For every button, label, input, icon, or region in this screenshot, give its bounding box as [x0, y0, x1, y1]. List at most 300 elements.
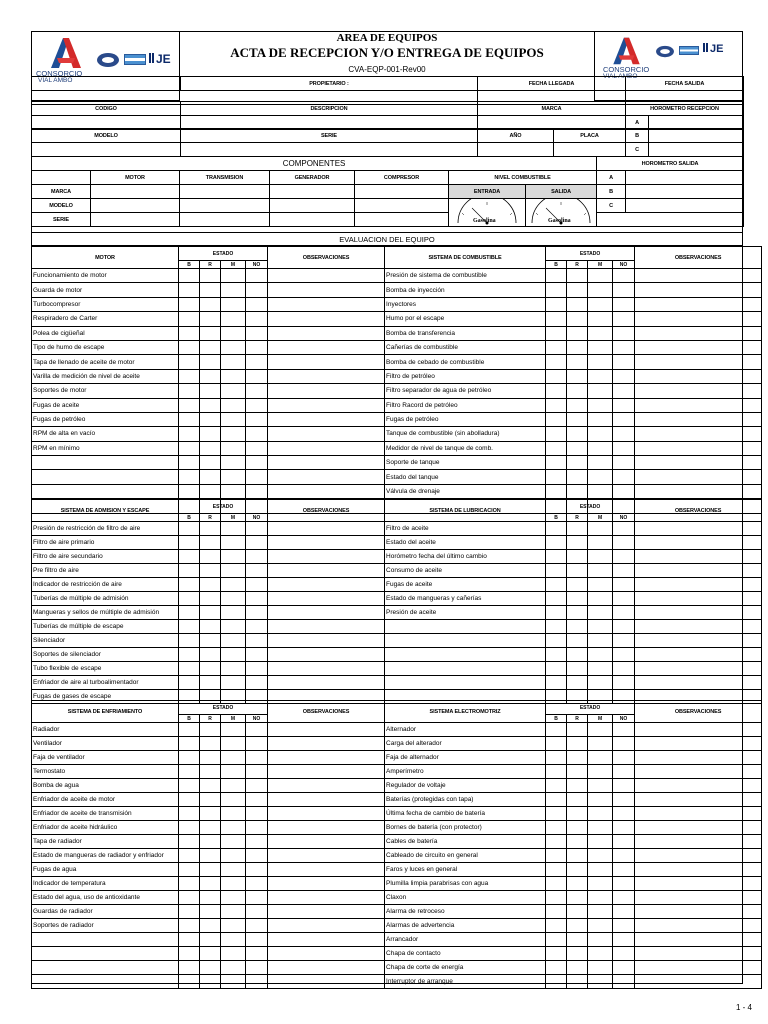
- estado-check-cell[interactable]: [246, 765, 268, 779]
- estado-check-cell[interactable]: [546, 919, 567, 933]
- estado-check-cell[interactable]: [246, 441, 268, 455]
- estado-check-cell[interactable]: [588, 297, 613, 311]
- observaciones-cell[interactable]: [268, 821, 385, 835]
- estado-check-cell[interactable]: [246, 564, 268, 578]
- estado-check-cell[interactable]: [221, 905, 246, 919]
- estado-check-cell[interactable]: [567, 863, 588, 877]
- estado-check-cell[interactable]: [200, 297, 221, 311]
- estado-check-cell[interactable]: [567, 522, 588, 536]
- horometro-b-field[interactable]: [649, 129, 744, 143]
- estado-check-cell[interactable]: [221, 550, 246, 564]
- estado-check-cell[interactable]: [613, 283, 635, 297]
- estado-check-cell[interactable]: [246, 283, 268, 297]
- estado-check-cell[interactable]: [246, 456, 268, 470]
- estado-check-cell[interactable]: [613, 751, 635, 765]
- estado-check-cell[interactable]: [546, 648, 567, 662]
- estado-check-cell[interactable]: [613, 297, 635, 311]
- estado-check-cell[interactable]: [588, 592, 613, 606]
- estado-check-cell[interactable]: [613, 484, 635, 498]
- estado-check-cell[interactable]: [246, 835, 268, 849]
- estado-check-cell[interactable]: [613, 849, 635, 863]
- estado-check-cell[interactable]: [200, 470, 221, 484]
- modelo-motor-field[interactable]: [91, 199, 180, 213]
- estado-check-cell[interactable]: [588, 975, 613, 989]
- estado-check-cell[interactable]: [546, 456, 567, 470]
- estado-check-cell[interactable]: [588, 961, 613, 975]
- observaciones-cell[interactable]: [635, 340, 762, 354]
- estado-check-cell[interactable]: [567, 369, 588, 383]
- observaciones-cell[interactable]: [268, 470, 385, 484]
- observaciones-cell[interactable]: [268, 779, 385, 793]
- estado-check-cell[interactable]: [200, 326, 221, 340]
- estado-check-cell[interactable]: [588, 849, 613, 863]
- estado-check-cell[interactable]: [200, 863, 221, 877]
- estado-check-cell[interactable]: [246, 312, 268, 326]
- observaciones-cell[interactable]: [635, 676, 762, 690]
- observaciones-cell[interactable]: [268, 662, 385, 676]
- estado-check-cell[interactable]: [613, 456, 635, 470]
- observaciones-cell[interactable]: [268, 877, 385, 891]
- estado-check-cell[interactable]: [200, 592, 221, 606]
- estado-check-cell[interactable]: [221, 863, 246, 877]
- estado-check-cell[interactable]: [246, 933, 268, 947]
- estado-check-cell[interactable]: [567, 456, 588, 470]
- estado-check-cell[interactable]: [246, 297, 268, 311]
- estado-check-cell[interactable]: [179, 369, 200, 383]
- estado-check-cell[interactable]: [200, 933, 221, 947]
- observaciones-cell[interactable]: [635, 723, 762, 737]
- observaciones-cell[interactable]: [268, 961, 385, 975]
- estado-check-cell[interactable]: [588, 522, 613, 536]
- serie-generador-field[interactable]: [270, 213, 355, 227]
- observaciones-cell[interactable]: [635, 456, 762, 470]
- estado-check-cell[interactable]: [546, 484, 567, 498]
- estado-check-cell[interactable]: [179, 793, 200, 807]
- observaciones-cell[interactable]: [268, 793, 385, 807]
- estado-check-cell[interactable]: [567, 606, 588, 620]
- estado-check-cell[interactable]: [246, 384, 268, 398]
- estado-check-cell[interactable]: [546, 905, 567, 919]
- estado-check-cell[interactable]: [246, 947, 268, 961]
- estado-check-cell[interactable]: [221, 779, 246, 793]
- estado-check-cell[interactable]: [567, 662, 588, 676]
- estado-check-cell[interactable]: [221, 662, 246, 676]
- estado-check-cell[interactable]: [567, 737, 588, 751]
- estado-check-cell[interactable]: [246, 470, 268, 484]
- estado-check-cell[interactable]: [588, 648, 613, 662]
- observaciones-cell[interactable]: [268, 891, 385, 905]
- estado-check-cell[interactable]: [567, 355, 588, 369]
- estado-check-cell[interactable]: [613, 398, 635, 412]
- estado-check-cell[interactable]: [546, 821, 567, 835]
- estado-check-cell[interactable]: [546, 441, 567, 455]
- observaciones-cell[interactable]: [635, 312, 762, 326]
- estado-check-cell[interactable]: [200, 456, 221, 470]
- estado-check-cell[interactable]: [546, 737, 567, 751]
- estado-check-cell[interactable]: [613, 779, 635, 793]
- estado-check-cell[interactable]: [567, 975, 588, 989]
- estado-check-cell[interactable]: [588, 456, 613, 470]
- estado-check-cell[interactable]: [200, 751, 221, 765]
- estado-check-cell[interactable]: [221, 634, 246, 648]
- estado-check-cell[interactable]: [567, 905, 588, 919]
- estado-check-cell[interactable]: [546, 807, 567, 821]
- estado-check-cell[interactable]: [179, 297, 200, 311]
- estado-check-cell[interactable]: [567, 441, 588, 455]
- estado-check-cell[interactable]: [200, 412, 221, 426]
- estado-check-cell[interactable]: [588, 807, 613, 821]
- estado-check-cell[interactable]: [613, 863, 635, 877]
- estado-check-cell[interactable]: [179, 484, 200, 498]
- estado-check-cell[interactable]: [179, 384, 200, 398]
- estado-check-cell[interactable]: [200, 793, 221, 807]
- estado-check-cell[interactable]: [588, 620, 613, 634]
- estado-check-cell[interactable]: [179, 456, 200, 470]
- observaciones-cell[interactable]: [268, 863, 385, 877]
- placa-field[interactable]: [554, 143, 626, 157]
- marca-motor-field[interactable]: [91, 185, 180, 199]
- estado-check-cell[interactable]: [221, 723, 246, 737]
- observaciones-cell[interactable]: [635, 751, 762, 765]
- observaciones-cell[interactable]: [635, 283, 762, 297]
- estado-check-cell[interactable]: [179, 470, 200, 484]
- estado-check-cell[interactable]: [246, 863, 268, 877]
- estado-check-cell[interactable]: [588, 369, 613, 383]
- estado-check-cell[interactable]: [613, 737, 635, 751]
- fuel-gauge-salida[interactable]: [526, 199, 597, 227]
- estado-check-cell[interactable]: [588, 340, 613, 354]
- estado-check-cell[interactable]: [179, 606, 200, 620]
- estado-check-cell[interactable]: [221, 891, 246, 905]
- estado-check-cell[interactable]: [246, 427, 268, 441]
- estado-check-cell[interactable]: [246, 723, 268, 737]
- observaciones-cell[interactable]: [268, 326, 385, 340]
- estado-check-cell[interactable]: [613, 355, 635, 369]
- estado-check-cell[interactable]: [221, 975, 246, 989]
- estado-check-cell[interactable]: [246, 484, 268, 498]
- observaciones-cell[interactable]: [268, 312, 385, 326]
- estado-check-cell[interactable]: [567, 676, 588, 690]
- observaciones-cell[interactable]: [635, 384, 762, 398]
- estado-check-cell[interactable]: [179, 269, 200, 283]
- estado-check-cell[interactable]: [613, 765, 635, 779]
- estado-check-cell[interactable]: [246, 676, 268, 690]
- estado-check-cell[interactable]: [613, 326, 635, 340]
- estado-check-cell[interactable]: [567, 326, 588, 340]
- estado-check-cell[interactable]: [546, 312, 567, 326]
- estado-check-cell[interactable]: [546, 620, 567, 634]
- estado-check-cell[interactable]: [221, 470, 246, 484]
- observaciones-cell[interactable]: [635, 326, 762, 340]
- estado-check-cell[interactable]: [179, 326, 200, 340]
- estado-check-cell[interactable]: [588, 606, 613, 620]
- estado-check-cell[interactable]: [200, 961, 221, 975]
- estado-check-cell[interactable]: [546, 412, 567, 426]
- estado-check-cell[interactable]: [200, 620, 221, 634]
- modelo-field[interactable]: [32, 143, 181, 157]
- estado-check-cell[interactable]: [613, 961, 635, 975]
- salida-b-field[interactable]: [626, 185, 744, 199]
- observaciones-cell[interactable]: [635, 578, 762, 592]
- observaciones-cell[interactable]: [635, 919, 762, 933]
- estado-check-cell[interactable]: [221, 355, 246, 369]
- observaciones-cell[interactable]: [635, 961, 762, 975]
- observaciones-cell[interactable]: [268, 849, 385, 863]
- estado-check-cell[interactable]: [200, 779, 221, 793]
- observaciones-cell[interactable]: [268, 620, 385, 634]
- estado-check-cell[interactable]: [246, 648, 268, 662]
- observaciones-cell[interactable]: [268, 427, 385, 441]
- estado-check-cell[interactable]: [200, 384, 221, 398]
- estado-check-cell[interactable]: [546, 564, 567, 578]
- estado-check-cell[interactable]: [200, 737, 221, 751]
- modelo-compresor-field[interactable]: [355, 199, 449, 213]
- horometro-c-field[interactable]: [649, 143, 744, 157]
- estado-check-cell[interactable]: [588, 737, 613, 751]
- observaciones-cell[interactable]: [635, 369, 762, 383]
- estado-check-cell[interactable]: [179, 676, 200, 690]
- estado-check-cell[interactable]: [179, 634, 200, 648]
- observaciones-cell[interactable]: [268, 648, 385, 662]
- observaciones-cell[interactable]: [268, 412, 385, 426]
- estado-check-cell[interactable]: [567, 634, 588, 648]
- estado-check-cell[interactable]: [200, 398, 221, 412]
- estado-check-cell[interactable]: [221, 947, 246, 961]
- estado-check-cell[interactable]: [588, 765, 613, 779]
- estado-check-cell[interactable]: [567, 849, 588, 863]
- marca-compresor-field[interactable]: [355, 185, 449, 199]
- observaciones-cell[interactable]: [268, 384, 385, 398]
- observaciones-cell[interactable]: [635, 779, 762, 793]
- observaciones-cell[interactable]: [268, 765, 385, 779]
- estado-check-cell[interactable]: [221, 441, 246, 455]
- serie-field[interactable]: [181, 143, 478, 157]
- estado-check-cell[interactable]: [567, 821, 588, 835]
- estado-check-cell[interactable]: [588, 441, 613, 455]
- serie-motor-field[interactable]: [91, 213, 180, 227]
- estado-check-cell[interactable]: [567, 592, 588, 606]
- observaciones-cell[interactable]: [268, 592, 385, 606]
- estado-check-cell[interactable]: [546, 793, 567, 807]
- estado-check-cell[interactable]: [200, 484, 221, 498]
- estado-check-cell[interactable]: [179, 398, 200, 412]
- estado-check-cell[interactable]: [546, 634, 567, 648]
- fuel-gauge-entrada[interactable]: [449, 199, 526, 227]
- estado-check-cell[interactable]: [200, 606, 221, 620]
- estado-check-cell[interactable]: [567, 470, 588, 484]
- estado-check-cell[interactable]: [588, 550, 613, 564]
- estado-check-cell[interactable]: [179, 536, 200, 550]
- marca-transmision-field[interactable]: [180, 185, 270, 199]
- estado-check-cell[interactable]: [246, 355, 268, 369]
- estado-check-cell[interactable]: [246, 662, 268, 676]
- estado-check-cell[interactable]: [246, 807, 268, 821]
- estado-check-cell[interactable]: [588, 427, 613, 441]
- estado-check-cell[interactable]: [179, 947, 200, 961]
- estado-check-cell[interactable]: [200, 634, 221, 648]
- estado-check-cell[interactable]: [613, 807, 635, 821]
- observaciones-cell[interactable]: [268, 947, 385, 961]
- observaciones-cell[interactable]: [268, 737, 385, 751]
- estado-check-cell[interactable]: [179, 592, 200, 606]
- estado-check-cell[interactable]: [588, 578, 613, 592]
- estado-check-cell[interactable]: [588, 269, 613, 283]
- estado-check-cell[interactable]: [613, 522, 635, 536]
- observaciones-cell[interactable]: [635, 522, 762, 536]
- estado-check-cell[interactable]: [221, 606, 246, 620]
- estado-check-cell[interactable]: [200, 564, 221, 578]
- estado-check-cell[interactable]: [567, 765, 588, 779]
- estado-check-cell[interactable]: [613, 427, 635, 441]
- estado-check-cell[interactable]: [546, 849, 567, 863]
- estado-check-cell[interactable]: [567, 269, 588, 283]
- estado-check-cell[interactable]: [246, 550, 268, 564]
- estado-check-cell[interactable]: [246, 793, 268, 807]
- estado-check-cell[interactable]: [200, 849, 221, 863]
- salida-a-field[interactable]: [626, 171, 744, 185]
- observaciones-cell[interactable]: [635, 765, 762, 779]
- serie-transmision-field[interactable]: [180, 213, 270, 227]
- observaciones-cell[interactable]: [268, 340, 385, 354]
- estado-check-cell[interactable]: [221, 807, 246, 821]
- observaciones-cell[interactable]: [268, 456, 385, 470]
- estado-check-cell[interactable]: [200, 947, 221, 961]
- estado-check-cell[interactable]: [200, 441, 221, 455]
- observaciones-cell[interactable]: [268, 578, 385, 592]
- estado-check-cell[interactable]: [567, 793, 588, 807]
- estado-check-cell[interactable]: [546, 975, 567, 989]
- estado-check-cell[interactable]: [179, 821, 200, 835]
- estado-check-cell[interactable]: [200, 723, 221, 737]
- estado-check-cell[interactable]: [246, 522, 268, 536]
- estado-check-cell[interactable]: [588, 676, 613, 690]
- estado-check-cell[interactable]: [246, 737, 268, 751]
- observaciones-cell[interactable]: [635, 412, 762, 426]
- estado-check-cell[interactable]: [613, 564, 635, 578]
- observaciones-cell[interactable]: [268, 297, 385, 311]
- estado-check-cell[interactable]: [179, 737, 200, 751]
- estado-check-cell[interactable]: [221, 412, 246, 426]
- estado-check-cell[interactable]: [246, 326, 268, 340]
- estado-check-cell[interactable]: [179, 412, 200, 426]
- estado-check-cell[interactable]: [179, 849, 200, 863]
- estado-check-cell[interactable]: [246, 340, 268, 354]
- estado-check-cell[interactable]: [179, 723, 200, 737]
- estado-check-cell[interactable]: [221, 648, 246, 662]
- estado-check-cell[interactable]: [246, 919, 268, 933]
- estado-check-cell[interactable]: [567, 312, 588, 326]
- estado-check-cell[interactable]: [588, 933, 613, 947]
- estado-check-cell[interactable]: [221, 456, 246, 470]
- estado-check-cell[interactable]: [179, 975, 200, 989]
- estado-check-cell[interactable]: [221, 961, 246, 975]
- estado-check-cell[interactable]: [546, 536, 567, 550]
- estado-check-cell[interactable]: [200, 355, 221, 369]
- estado-check-cell[interactable]: [200, 340, 221, 354]
- estado-check-cell[interactable]: [221, 297, 246, 311]
- estado-check-cell[interactable]: [588, 564, 613, 578]
- estado-check-cell[interactable]: [179, 751, 200, 765]
- estado-check-cell[interactable]: [588, 891, 613, 905]
- modelo-transmision-field[interactable]: [180, 199, 270, 213]
- estado-check-cell[interactable]: [179, 283, 200, 297]
- estado-check-cell[interactable]: [588, 779, 613, 793]
- estado-check-cell[interactable]: [179, 648, 200, 662]
- estado-check-cell[interactable]: [567, 891, 588, 905]
- estado-check-cell[interactable]: [221, 592, 246, 606]
- observaciones-cell[interactable]: [635, 427, 762, 441]
- estado-check-cell[interactable]: [546, 326, 567, 340]
- estado-check-cell[interactable]: [613, 269, 635, 283]
- estado-check-cell[interactable]: [613, 919, 635, 933]
- estado-check-cell[interactable]: [546, 522, 567, 536]
- estado-check-cell[interactable]: [546, 592, 567, 606]
- estado-check-cell[interactable]: [546, 662, 567, 676]
- estado-check-cell[interactable]: [546, 369, 567, 383]
- estado-check-cell[interactable]: [546, 606, 567, 620]
- estado-check-cell[interactable]: [179, 312, 200, 326]
- estado-check-cell[interactable]: [179, 891, 200, 905]
- estado-check-cell[interactable]: [546, 723, 567, 737]
- estado-check-cell[interactable]: [221, 283, 246, 297]
- estado-check-cell[interactable]: [221, 821, 246, 835]
- estado-check-cell[interactable]: [246, 269, 268, 283]
- estado-check-cell[interactable]: [613, 676, 635, 690]
- estado-check-cell[interactable]: [613, 975, 635, 989]
- estado-check-cell[interactable]: [546, 470, 567, 484]
- estado-check-cell[interactable]: [588, 470, 613, 484]
- estado-check-cell[interactable]: [613, 550, 635, 564]
- estado-check-cell[interactable]: [246, 905, 268, 919]
- estado-check-cell[interactable]: [613, 384, 635, 398]
- estado-check-cell[interactable]: [588, 821, 613, 835]
- observaciones-cell[interactable]: [635, 737, 762, 751]
- observaciones-cell[interactable]: [268, 676, 385, 690]
- estado-check-cell[interactable]: [179, 765, 200, 779]
- estado-check-cell[interactable]: [588, 326, 613, 340]
- estado-check-cell[interactable]: [246, 961, 268, 975]
- estado-check-cell[interactable]: [567, 283, 588, 297]
- observaciones-cell[interactable]: [635, 536, 762, 550]
- estado-check-cell[interactable]: [246, 620, 268, 634]
- estado-check-cell[interactable]: [246, 606, 268, 620]
- serie-compresor-field[interactable]: [355, 213, 449, 227]
- modelo-generador-field[interactable]: [270, 199, 355, 213]
- estado-check-cell[interactable]: [246, 369, 268, 383]
- estado-check-cell[interactable]: [588, 835, 613, 849]
- estado-check-cell[interactable]: [179, 427, 200, 441]
- estado-check-cell[interactable]: [221, 340, 246, 354]
- observaciones-cell[interactable]: [268, 536, 385, 550]
- estado-check-cell[interactable]: [613, 412, 635, 426]
- estado-check-cell[interactable]: [588, 355, 613, 369]
- observaciones-cell[interactable]: [268, 550, 385, 564]
- estado-check-cell[interactable]: [179, 807, 200, 821]
- estado-check-cell[interactable]: [588, 919, 613, 933]
- estado-check-cell[interactable]: [588, 877, 613, 891]
- estado-check-cell[interactable]: [221, 522, 246, 536]
- observaciones-cell[interactable]: [268, 564, 385, 578]
- observaciones-cell[interactable]: [268, 634, 385, 648]
- observaciones-cell[interactable]: [268, 919, 385, 933]
- observaciones-cell[interactable]: [635, 470, 762, 484]
- estado-check-cell[interactable]: [613, 340, 635, 354]
- estado-check-cell[interactable]: [179, 877, 200, 891]
- estado-check-cell[interactable]: [200, 522, 221, 536]
- estado-check-cell[interactable]: [221, 919, 246, 933]
- estado-check-cell[interactable]: [246, 891, 268, 905]
- estado-check-cell[interactable]: [613, 592, 635, 606]
